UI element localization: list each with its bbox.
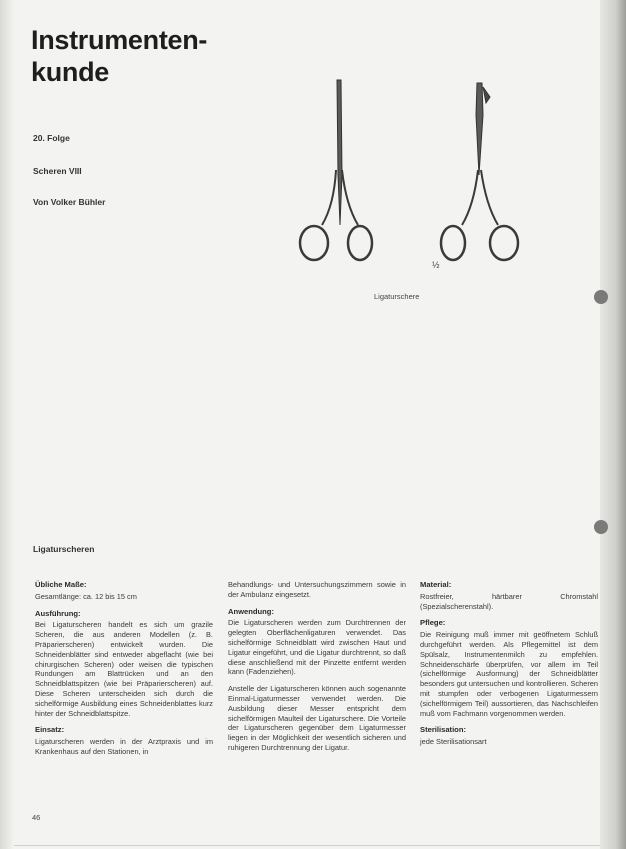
title-line-2: kunde xyxy=(31,57,110,87)
block-heading: Sterilisation: xyxy=(420,725,466,735)
text-block xyxy=(35,725,213,756)
punch-hole xyxy=(594,290,608,304)
block-text: Ligaturscheren werden in der Arztpraxis und im Krankenhaus auf den Stationen, in xyxy=(35,737,213,756)
title-line-1: Instrumenten- xyxy=(31,25,208,55)
scissors-illustration xyxy=(290,75,550,275)
page-number: 46 xyxy=(32,813,41,822)
scissors-closed xyxy=(300,80,372,260)
block-text: Die Ligaturscheren werden zum Durchtrennen der gelegten Oberflächenligaturen verwendet. Das sichelförmige Schneidblatt wird zwischen Haut und Ligatur eingeführt, und die Ligatur durchtrennt, so daß diese anschließend mit der Pinzette entfernt werden kann (Fadenziehen). xyxy=(228,618,406,677)
page-bottom-edge xyxy=(14,845,600,846)
text-block xyxy=(35,609,213,719)
series-number: 20. Folge xyxy=(33,133,70,143)
scale-label: ½ xyxy=(432,260,440,270)
figure-caption: Ligaturschere xyxy=(374,292,420,301)
text-column-3 xyxy=(420,580,598,754)
text-column-2 xyxy=(228,580,406,760)
block-heading: Material: xyxy=(420,580,452,589)
text-block xyxy=(420,580,598,611)
block-text: Die Reinigung muß immer mit geöffnetem Schluß durchgeführt werden. Als Pflegemittel ist dem Spülsalz, Instrumentenmilch zu empfehlen. Schneidenschärfe überprüfen, vor allem im Teil (sichelförmige Ausformung) der Schneidblätter besonders gut untersuchen und kontrollieren. Scheren mit stumpfen oder verbogenen Ligaturmessern (sichelförmigem Teil) aussortieren, das Nachschleifen muß vom Fachmann vorgenommen werden. xyxy=(420,630,598,718)
block-heading: Pflege: xyxy=(420,618,446,628)
text-block xyxy=(228,580,406,600)
text-block xyxy=(228,607,406,678)
block-heading: Anwendung: xyxy=(228,606,274,616)
block-text: Gesamtlänge: ca. 12 bis 15 cm xyxy=(35,591,137,601)
page-right-edge xyxy=(600,0,626,849)
section-title: Ligaturscheren xyxy=(33,544,95,554)
punch-hole xyxy=(594,520,608,534)
page-left-shadow xyxy=(0,0,14,849)
text-block xyxy=(420,725,598,747)
block-text: Behandlungs- und Untersuchungszimmern sowie in der Ambulanz eingesetzt. xyxy=(228,580,406,599)
block-text: Anstelle der Ligaturscheren können auch sogenannte Einmal-Ligaturmesser verwendet werden. Die Ausbildung dieser Messer entspricht dem sichelförmigen Maulteil der Ligaturschere. Die Vorteile der Ligaturscheren gegenüber dem Ligaturmesser liegen in der Möglichkeit der wesentlich sicheren und ruhigeren Durchtrennung der Ligatur. xyxy=(228,684,406,752)
block-heading: Einsatz: xyxy=(35,725,65,735)
text-block xyxy=(228,684,406,753)
author-byline: Von Volker Bühler xyxy=(33,197,106,207)
topic-subtitle: Scheren VIII xyxy=(33,166,82,176)
scissors-open xyxy=(441,83,518,260)
text-block xyxy=(35,580,213,602)
block-text: Rostfreier, härtbarer Chromstahl (Spezialscherenstahl). xyxy=(420,591,598,611)
block-text: Bei Ligaturscheren handelt es sich um grazile Scheren, die aus anderen Modellen (z. B. Präparierscheren) entwickelt wurden. Die Schneidenblätter sind entweder abgeflacht (wie bei chirurgischen Scheren) oder weisen die typischen Rundungen am Blattrücken und an den Schneidblattspitzen (wie bei Präparierscheren) auf. Diese Scheren unterscheiden sich durch die sichelförmige Ausbildung eines Schneidenblattes kurz hinter der Schneidblattspitze. xyxy=(35,620,213,718)
block-heading: Ausführung: xyxy=(35,608,81,618)
block-heading: Übliche Maße: xyxy=(35,580,87,589)
text-column-1 xyxy=(35,580,213,764)
article-title xyxy=(31,24,207,88)
block-text: jede Sterilisationsart xyxy=(420,737,487,747)
text-block xyxy=(420,618,598,718)
